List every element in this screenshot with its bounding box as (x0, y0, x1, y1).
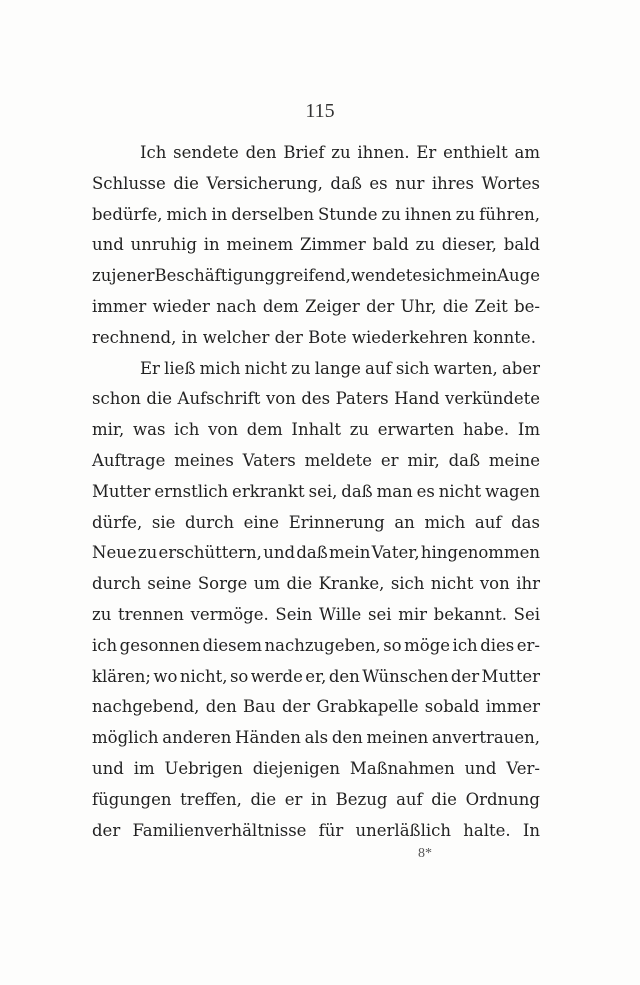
text-line: Neue zu erschüttern, und daß mein Vater, hingenommen (92, 543, 540, 563)
text-line: fügungen treffen, die er in Bezug auf die Ordnung (92, 789, 540, 809)
body-text (92, 138, 540, 846)
text-line: zu trennen vermöge. Sein Wille sei mir bekannt. Sei (92, 604, 540, 624)
text-line: und im Uebrigen diejenigen Maßnahmen und Ver- (92, 758, 540, 778)
text-line: und unruhig in meinem Zimmer bald zu dieser, bald (92, 235, 540, 255)
text-line: Mutter ernstlich erkrankt sei, daß man es nicht wagen (92, 481, 540, 501)
text-line: Auftrage meines Vaters meldete er mir, daß meine (92, 450, 540, 470)
text-line: Ich sendete den Brief zu ihnen. Er enthielt am (140, 143, 540, 162)
text-line: ich gesonnen diesem nachzugeben, so möge ich dies er- (92, 635, 540, 655)
text-line: schon die Aufschrift von des Paters Hand verkündete (92, 389, 540, 409)
text-line: möglich anderen Händen als den meinen anvertrauen, (92, 728, 540, 748)
page-number: 115 (305, 100, 335, 122)
text-line: immer wieder nach dem Zeiger der Uhr, die Zeit be- (92, 296, 540, 316)
text-line: mir, was ich von dem Inhalt zu erwarten habe. Im (92, 420, 540, 440)
text-line: zu jener Beschäftigung greifend, wendete sich mein Auge (92, 266, 540, 286)
signature-mark: 8* (418, 846, 432, 861)
text-line: der Familienverhältnisse für unerläßlich halte. In (92, 820, 540, 840)
text-line: durch seine Sorge um die Kranke, sich nicht von ihr (92, 574, 540, 594)
text-line: Er ließ mich nicht zu lange auf sich warten, aber (140, 358, 541, 378)
text-line: nachgebend, den Bau der Grabkapelle sobald immer (92, 697, 540, 717)
text-line: bedürfe, mich in derselben Stunde zu ihnen zu führen, (92, 204, 540, 224)
text-line: Schlusse die Versicherung, daß es nur ihres Wortes (92, 173, 540, 193)
text-line: klären; wo nicht, so werde er, den Wünschen der Mutter (92, 666, 540, 686)
text-line: rechnend, in welcher der Bote wiederkehren konnte. (92, 327, 536, 347)
text-line: dürfe, sie durch eine Erinnerung an mich auf das (92, 512, 540, 532)
